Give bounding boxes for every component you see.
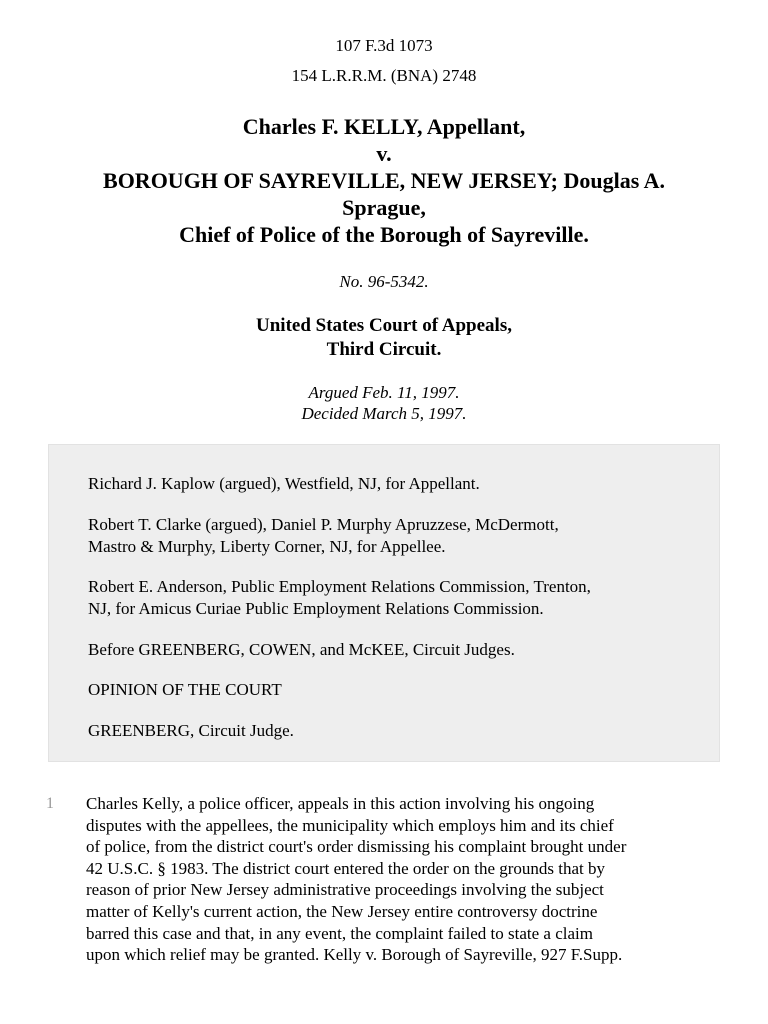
caption-appellant: Charles F. KELLY, Appellant, — [242, 114, 526, 139]
paragraph-line: Charles Kelly, a police officer, appeals in this action involving his ongoing — [86, 794, 595, 813]
counsel-amicus — [88, 576, 708, 620]
decided-date: Decided March 5, 1997. — [301, 404, 467, 423]
lrrm-citation: 154 L.R.R.M. (BNA) 2748 — [291, 66, 477, 85]
counsel-appellee-line-2: Mastro & Murphy, Liberty Corner, NJ, for Appellee. — [88, 537, 446, 556]
court-name-line-1: United States Court of Appeals, — [256, 315, 512, 336]
caption-appellee-1: BOROUGH OF SAYREVILLE, NEW JERSEY; Douglas A. — [103, 168, 665, 193]
argued-date: Argued Feb. 11, 1997. — [308, 383, 460, 402]
paragraph-line: 42 U.S.C. § 1983. The district court entered the order on the grounds that by — [86, 858, 606, 878]
counsel-panel — [48, 444, 720, 762]
paragraph-line: of police, from the district court's order dismissing his complaint brought under — [86, 837, 627, 857]
reporter-citation: 107 F.3d 1073 — [335, 36, 433, 55]
court-name — [0, 314, 768, 362]
paragraph-line: barred this case and that, in any event, the complaint failed to state a claim — [86, 923, 593, 943]
paragraph-line: reason of prior New Jersey administrative proceedings involving the subject — [86, 880, 604, 900]
counsel-appellant: Richard J. Kaplow (argued), Westfield, NJ, for Appellant. — [88, 474, 480, 493]
opinion-author: GREENBERG, Circuit Judge. — [88, 721, 294, 740]
counsel-appellee-line-1: Robert T. Clarke (argued), Daniel P. Murphy Apruzzese, McDermott, — [88, 515, 559, 534]
judges-panel: Before GREENBERG, COWEN, and McKEE, Circuit Judges. — [88, 640, 515, 659]
caption-appellee-2: Sprague, — [342, 195, 426, 220]
counsel-amicus-line-1: Robert E. Anderson, Public Employment Relations Commission, Trenton, — [88, 577, 591, 596]
caption-versus: v. — [376, 141, 392, 166]
paragraph-text — [86, 793, 726, 966]
paragraph-number: 1 — [46, 795, 54, 812]
caption-appellee-3: Chief of Police of the Borough of Sayreville. — [179, 222, 589, 247]
counsel-amicus-line-2: NJ, for Amicus Curiae Public Employment Relations Commission. — [88, 599, 544, 618]
court-name-line-2: Third Circuit. — [326, 339, 442, 360]
opinion-heading: OPINION OF THE COURT — [88, 680, 282, 699]
case-dates — [0, 382, 768, 424]
paragraph-line: matter of Kelly's current action, the New Jersey entire controversy doctrine — [86, 901, 598, 921]
docket-number: No. 96-5342. — [339, 272, 429, 291]
counsel-appellee — [88, 514, 708, 558]
case-caption — [40, 113, 728, 248]
paragraph-line: upon which relief may be granted. Kelly v. Borough of Sayreville, 927 F.Supp. — [86, 945, 623, 965]
paragraph-line: disputes with the appellees, the municipality which employs him and its chief — [86, 815, 614, 835]
